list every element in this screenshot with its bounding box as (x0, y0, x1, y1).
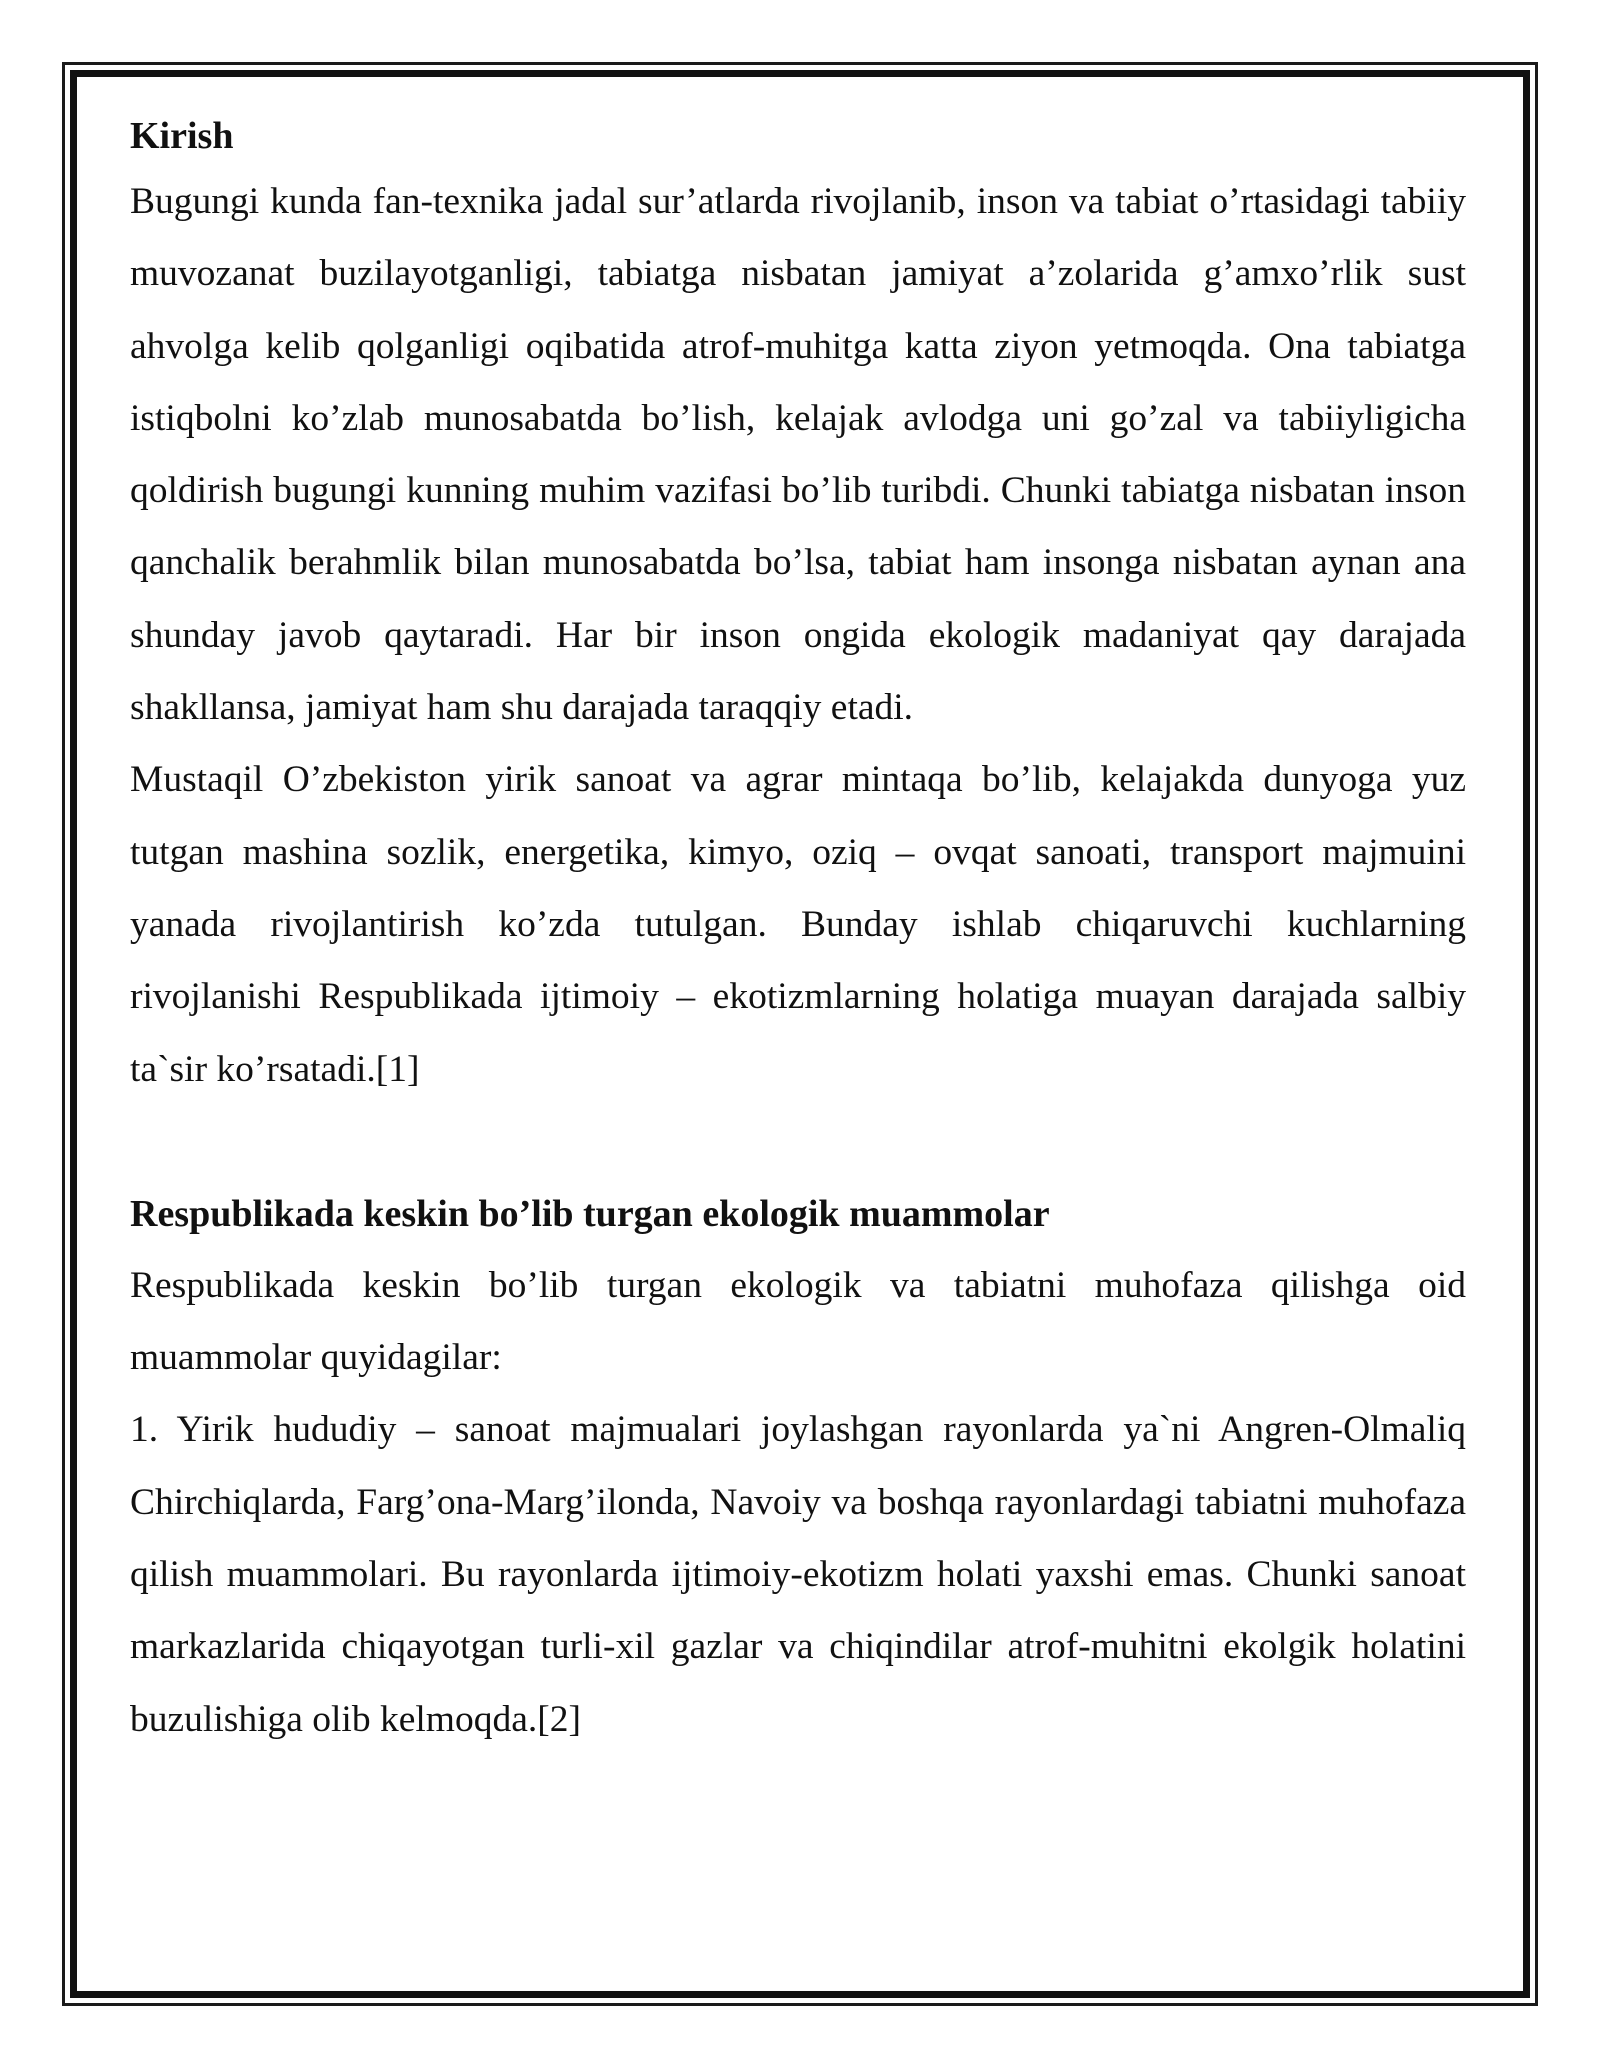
section-spacer (130, 1106, 1466, 1178)
paragraph-problems-2: 1. Yirik hududiy – sanoat majmualari joylashgan rayonlarda ya`ni Angren-Olmaliq Chirchiqlarda, Farg’ona-Marg’ilonda, Navoiy va boshqa rayonlardagi tabiatni muhofaza qilish muammolari. Bu rayonlarda ijtimoiy-ekotizm holati yaxshi emas. Chunki sanoat markazlarida chiqayotgan turli-xil gazlar va chiqindilar atrof-muhitni ekolgik holatini buzulishiga olib kelmoqda.[2] (130, 1409, 1466, 1740)
section-title-kirish: Kirish (130, 115, 234, 157)
paragraph-intro-2: Mustaqil O’zbekiston yirik sanoat va agrar mintaqa bo’lib, kelajakda dunyoga yuz tutgan mashina sozlik, energetika, kimyo, oziq – ovqat sanoati, transport majmuini yanada rivojlantirish ko’zda tutulgan. Bunday ishlab chiqaruvchi kuchlarning rivojlanishi Respublikada ijtimoiy – ekotizmlarning holatiga muayan darajada salbiy ta`sir ko’rsatadi.[1] (130, 759, 1466, 1090)
paragraph-problems-1: Respublikada keskin bo’lib turgan ekologik va tabiatni muhofaza qilishga oid muammolar quyidagilar: (130, 1264, 1466, 1379)
document-body (130, 106, 1466, 1756)
section-title-ecological-problems: Respublikada keskin bo’lib turgan ekologik muammolar (130, 1192, 1050, 1235)
paragraph-intro-1: Bugungi kunda fan-texnika jadal sur’atlarda rivojlanib, inson va tabiat o’rtasidagi tabiiy muvozanat buzilayotganligi, tabiatga nisbatan jamiyat a’zolarida g’amxo’rlik sust ahvolga kelib qolganligi oqibatida atrof-muhitga katta ziyon yetmoqda. Ona tabiatga istiqbolni ko’zlab munosabatda bo’lish, kelajak avlodga uni go’zal va tabiiyligicha qoldirish bugungi kunning muhim vazifasi bo’lib turibdi. Chunki tabiatga nisbatan inson qanchalik berahmlik bilan munosabatda bo’lsa, tabiat ham insonga nisbatan aynan ana shunday javob qaytaradi. Har bir inson ongida ekologik madaniyat qay darajada shakllansa, jamiyat ham shu darajada taraqqiy etadi. (130, 181, 1466, 729)
